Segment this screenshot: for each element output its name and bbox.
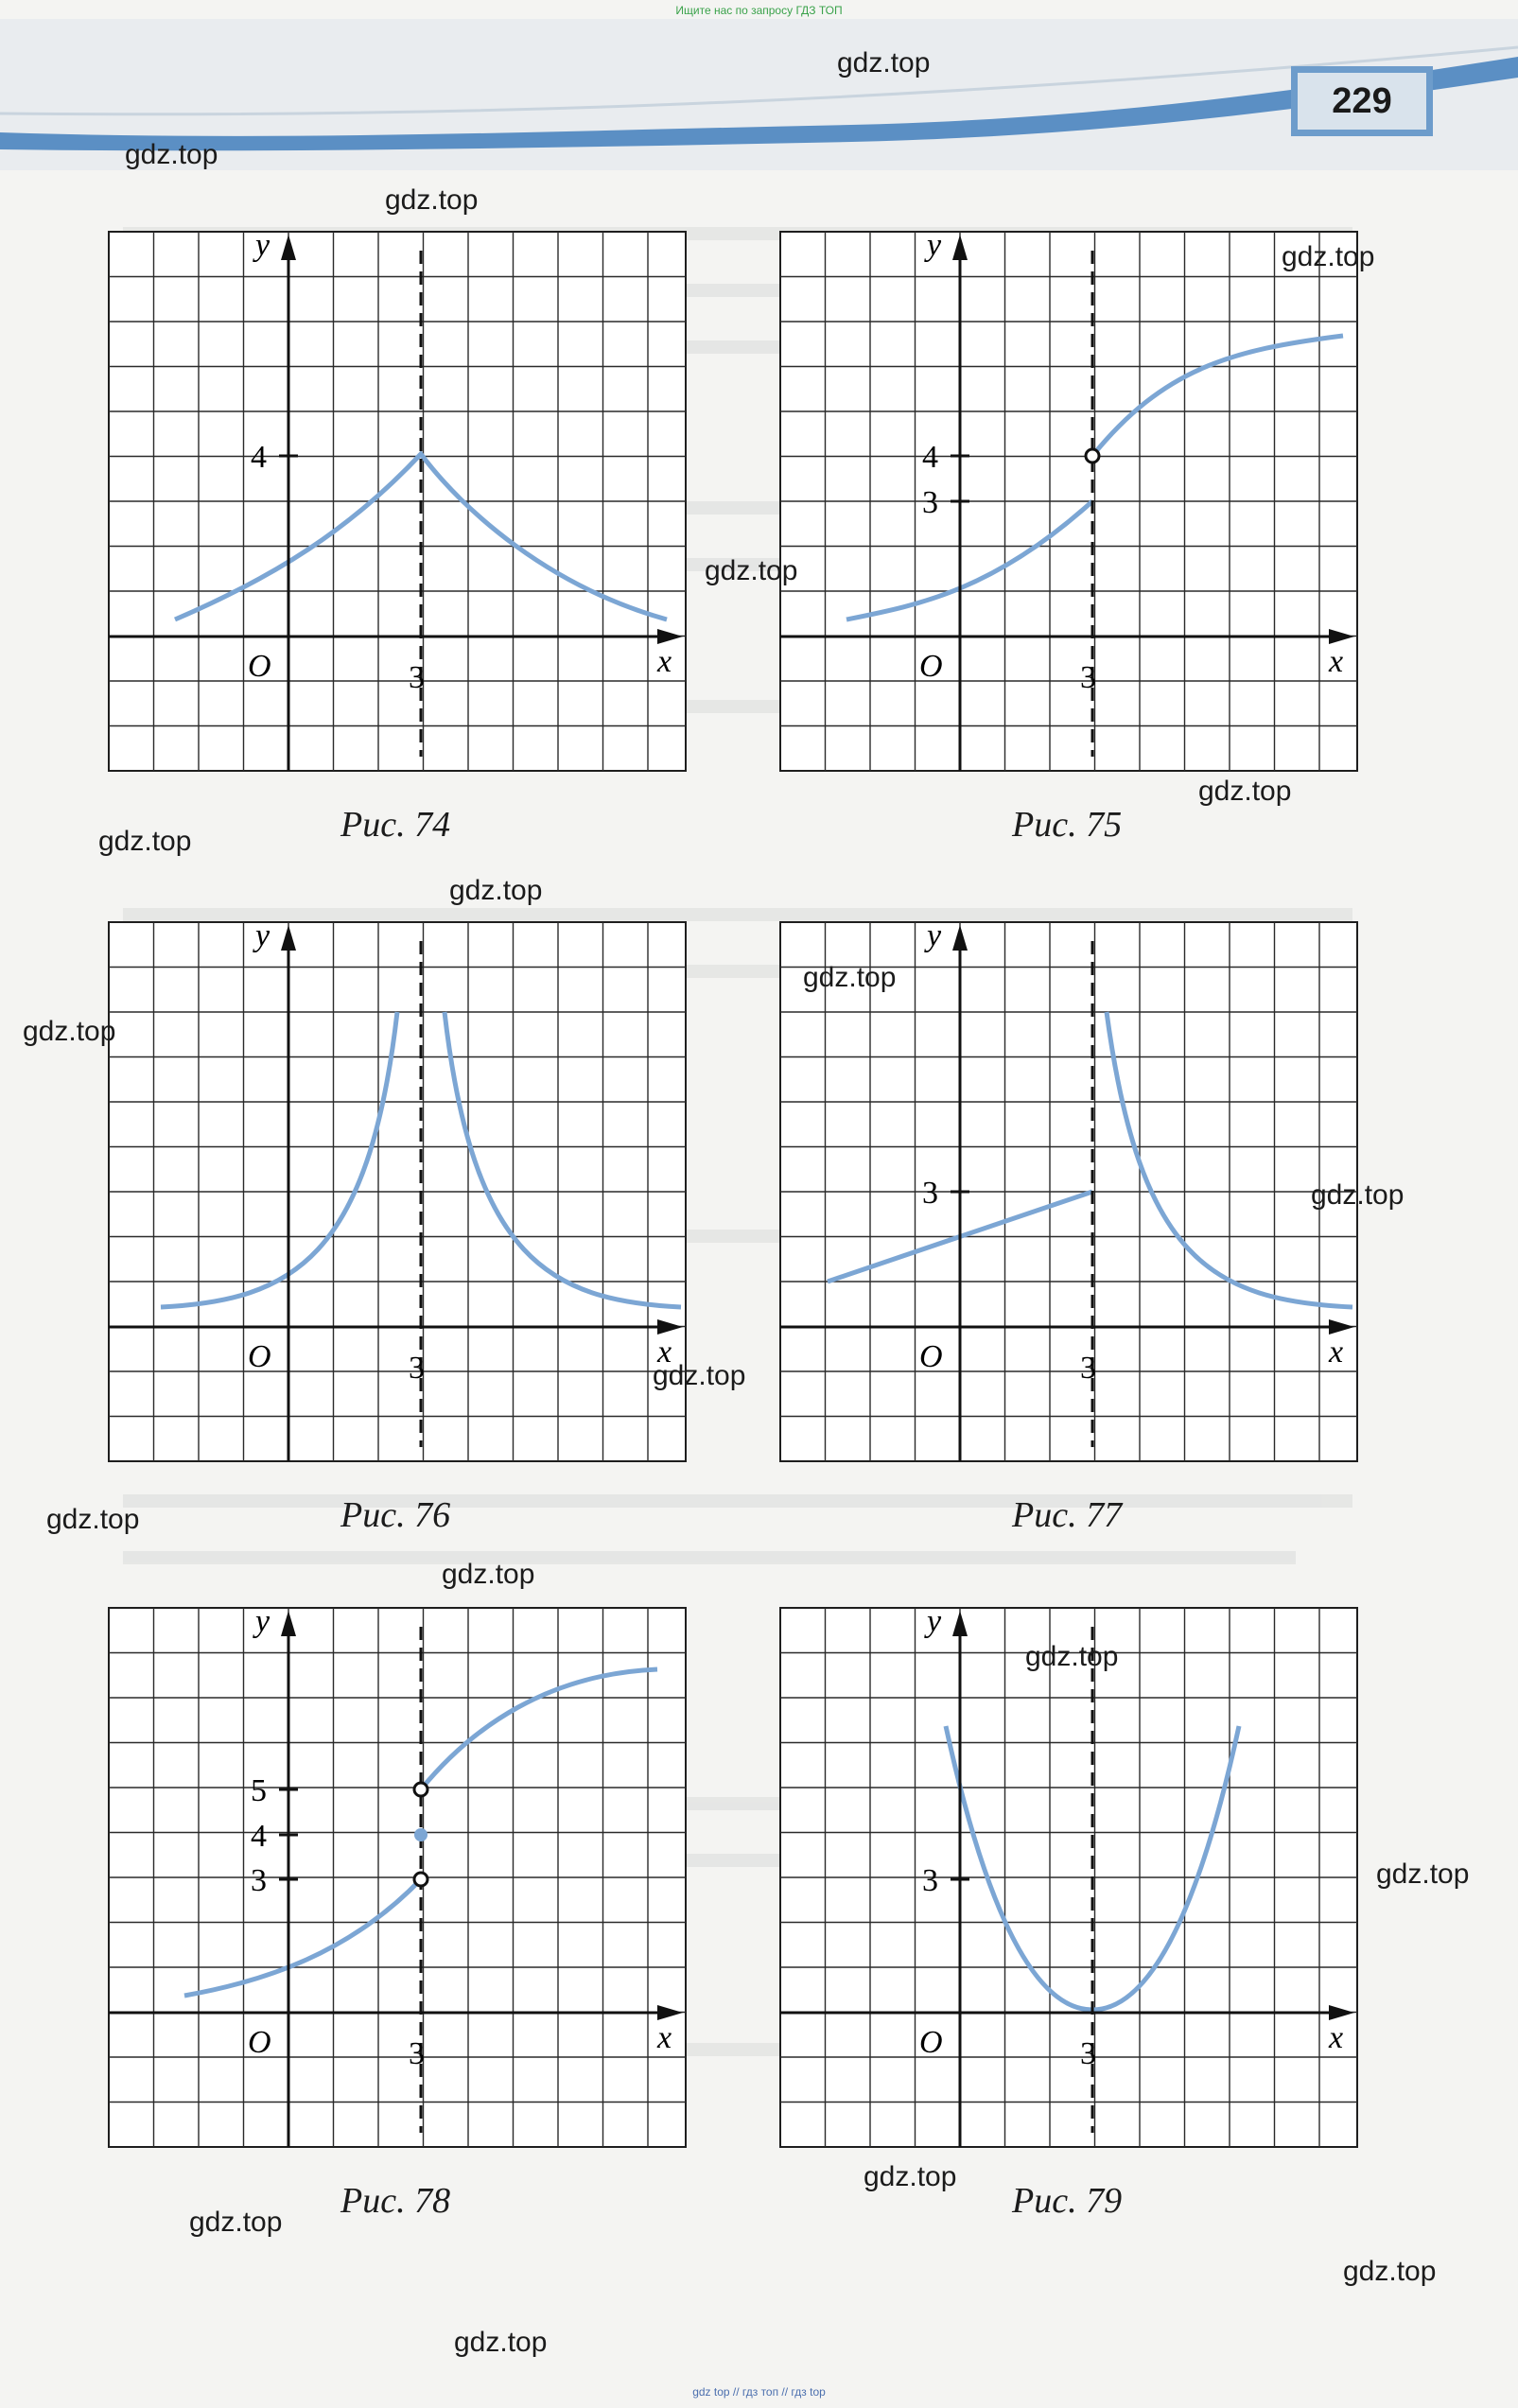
- top-note: Ищите нас по запросу ГДЗ ТОП: [675, 4, 843, 17]
- y-axis-label: y: [927, 1604, 942, 1639]
- figure-74: [104, 227, 690, 776]
- watermark: gdz.top: [803, 962, 897, 993]
- y-axis-label: y: [255, 918, 270, 953]
- figure-79-graph: [776, 1603, 1362, 2152]
- x-tick-label: 3: [1080, 660, 1096, 695]
- watermark: gdz.top: [125, 139, 218, 170]
- y-tick-label: 4: [251, 1819, 267, 1854]
- figure-75-graph: [776, 227, 1362, 776]
- watermark: gdz.top: [1198, 776, 1292, 807]
- footer-note: gdz top // гдз топ // гдз top: [692, 2385, 826, 2399]
- x-tick-label: 3: [1080, 2036, 1096, 2071]
- x-axis-label: x: [1329, 644, 1344, 679]
- x-tick-label: 3: [409, 2036, 425, 2071]
- watermark: gdz.top: [1282, 241, 1375, 272]
- figure-74-graph: [104, 227, 690, 776]
- caption-figure-79: Рис. 79: [1012, 2181, 1123, 2221]
- figure-76-graph: [104, 917, 690, 1466]
- y-tick-label: 3: [922, 485, 938, 520]
- watermark: gdz.top: [1376, 1858, 1470, 1890]
- x-tick-label: 3: [1080, 1351, 1096, 1386]
- y-tick-label: 4: [251, 440, 267, 475]
- watermark: gdz.top: [189, 2207, 283, 2238]
- y-tick-label: 4: [922, 440, 938, 475]
- x-axis-label: x: [1329, 2020, 1344, 2055]
- origin-label: O: [919, 649, 943, 684]
- open-point-lower: [414, 1873, 427, 1886]
- open-point-upper: [414, 1783, 427, 1796]
- figure-79: [776, 1603, 1362, 2152]
- x-tick-label: 3: [409, 1351, 425, 1386]
- x-tick-label: 3: [409, 660, 425, 695]
- y-tick-label: 3: [251, 1863, 267, 1898]
- figure-76: [104, 917, 690, 1466]
- figure-78: [104, 1603, 690, 2152]
- watermark: gdz.top: [385, 184, 479, 216]
- watermark: gdz.top: [46, 1504, 140, 1535]
- y-axis-label: y: [255, 1604, 270, 1639]
- watermark: gdz.top: [837, 47, 931, 79]
- watermark: gdz.top: [864, 2161, 957, 2192]
- figure-77: [776, 917, 1362, 1466]
- origin-label: O: [248, 649, 271, 684]
- watermark: gdz.top: [98, 826, 192, 857]
- caption-figure-77: Рис. 77: [1012, 1495, 1123, 1535]
- watermark: gdz.top: [1025, 1641, 1119, 1672]
- x-axis-label: x: [657, 644, 672, 679]
- watermark: gdz.top: [23, 1016, 116, 1047]
- watermark: gdz.top: [653, 1360, 746, 1391]
- watermark: gdz.top: [1311, 1179, 1405, 1211]
- watermark: gdz.top: [442, 1559, 535, 1590]
- watermark: gdz.top: [705, 555, 798, 586]
- x-axis-label: x: [657, 2020, 672, 2055]
- x-axis-label: x: [657, 1335, 672, 1370]
- figure-78-graph: [104, 1603, 690, 2152]
- origin-label: O: [919, 2025, 943, 2060]
- origin-label: O: [248, 1339, 271, 1374]
- open-point: [1086, 449, 1099, 462]
- figure-75: [776, 227, 1362, 776]
- figure-77-graph: [776, 917, 1362, 1466]
- x-axis-label: x: [1329, 1335, 1344, 1370]
- origin-label: O: [919, 1339, 943, 1374]
- y-tick-label: 3: [922, 1863, 938, 1898]
- watermark: gdz.top: [449, 875, 543, 906]
- y-axis-label: y: [927, 228, 942, 263]
- watermark: gdz.top: [454, 2327, 548, 2358]
- caption-figure-76: Рис. 76: [340, 1495, 451, 1535]
- y-tick-label: 3: [922, 1176, 938, 1211]
- caption-figure-78: Рис. 78: [340, 2181, 451, 2221]
- caption-figure-75: Рис. 75: [1012, 805, 1123, 845]
- caption-figure-74: Рис. 74: [340, 805, 451, 845]
- y-axis-label: y: [255, 228, 270, 263]
- y-tick-label: 5: [251, 1773, 267, 1808]
- y-axis-label: y: [927, 918, 942, 953]
- page-number: 229: [1291, 66, 1433, 136]
- watermark: gdz.top: [1343, 2256, 1437, 2287]
- origin-label: O: [248, 2025, 271, 2060]
- filled-point: [414, 1828, 427, 1841]
